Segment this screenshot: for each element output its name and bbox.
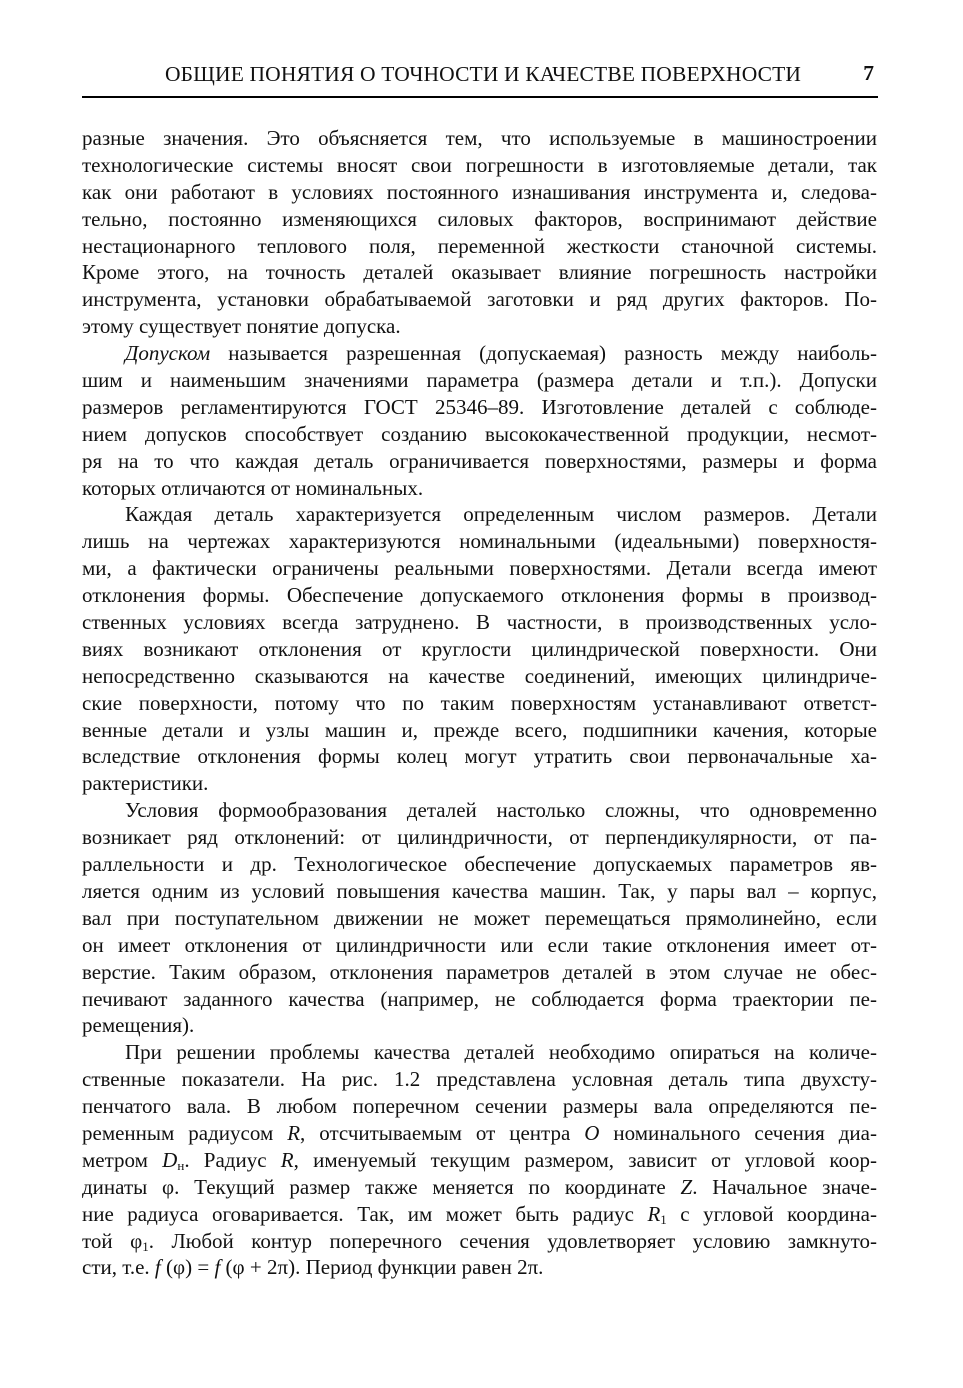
text-line: размеров регламентируются ГОСТ 25346–89. Изготовление деталей с соблюде-: [82, 394, 877, 419]
paragraph-3: [82, 501, 877, 797]
text-line: рактеристики.: [82, 771, 209, 796]
text-line: венные детали и узлы машин и, прежде всего, подшипники качения, которые: [82, 717, 877, 742]
symbol-Z: Z: [680, 1174, 693, 1199]
subscript-1: 1: [142, 1238, 149, 1254]
text-run: . Начальное значе-: [692, 1174, 877, 1199]
page-number: 7: [863, 61, 874, 85]
text-line: верстие. Таким образом, отклонения параметров деталей в этом случае не обес-: [82, 959, 877, 984]
text-run: динаты φ. Текущий размер также меняется по координате: [82, 1174, 681, 1199]
text-run: номинального сечения диа-: [599, 1120, 877, 1145]
text-line: При решении проблемы качества деталей необходимо опираться на количе-: [125, 1040, 877, 1065]
text-line: вал при поступательном движении не может перемещаться прямолинейно, если: [82, 905, 877, 930]
text-line: печивают заданного качества (например, не соблюдается форма траектории пе-: [82, 986, 877, 1011]
text-run: ременным радиусом: [82, 1120, 288, 1145]
text-line: Каждая деталь характеризуется определенным числом размеров. Детали: [125, 502, 877, 527]
text-run: , отсчитываемым от центра: [300, 1120, 585, 1145]
text-line: ские поверхности, потому что по таким поверхностям устанавливают ответст-: [82, 690, 877, 715]
text-run: . Радиус: [184, 1147, 281, 1172]
text-run: называется разрешенная (допускаемая) разность между наиболь-: [210, 341, 877, 366]
symbol-f: f: [154, 1255, 161, 1280]
text-line: ря на то что каждая деталь ограничивается поверхностями, размеры и форма: [82, 448, 877, 473]
text-line: пенчатого вала. В любом поперечном сечении размеры вала определяются пе-: [82, 1094, 877, 1119]
text-line: ремещения).: [82, 1013, 195, 1038]
text-line: [82, 1174, 877, 1201]
text-run: метром: [82, 1147, 163, 1172]
text-line: возникает ряд отклонений: от цилиндричности, от перпендикулярности, от па-: [82, 825, 877, 850]
text-line: технологические системы вносят свои погрешности в изготовляемые детали, так: [82, 152, 877, 177]
text-run: той φ: [82, 1228, 143, 1253]
text-line: [82, 1254, 877, 1281]
text-line: Кроме этого, на точность деталей оказывает влияние погрешность настройки: [82, 260, 877, 285]
symbol-R: R: [280, 1147, 294, 1172]
text-line: шим и наименьшим значениями параметра (размера детали и т.п.). Допуски: [82, 368, 877, 393]
text-line: [82, 340, 877, 367]
paragraph-1: [82, 125, 877, 340]
text-line: ми, а фактически ограничены реальными поверхностями. Детали всегда имеют: [82, 556, 877, 581]
symbol-R: R: [287, 1120, 301, 1145]
text-line: [82, 1228, 877, 1255]
symbol-R: R: [647, 1201, 661, 1226]
text-line: ственных условиях всегда затруднено. В частности, в производственных усло-: [82, 610, 877, 635]
text-run: (φ + 2π). Период функции равен 2π.: [220, 1255, 544, 1280]
text-line: разные значения. Это объясняется тем, что используемые в машиностроении: [82, 126, 877, 150]
text-run: ние радиуса оговаривается. Так, им может быть радиус: [82, 1201, 648, 1226]
text-run: сти, т.е.: [82, 1255, 155, 1280]
text-line: вследствие отклонения формы колец могут утратить свои первоначальные ха-: [82, 744, 877, 769]
text-line: инструмента, установки обрабатываемой заготовки и ряд других факторов. По-: [82, 287, 877, 312]
text-line: виях возникают отклонения от круглости цилиндрической поверхности. Они: [82, 636, 877, 661]
text-line: он имеет отклонения от цилиндричности или если такие отклонения имеет от-: [82, 932, 877, 957]
text-line: нием допусков способствует созданию высококачественной продукции, несмот-: [82, 421, 877, 446]
text-line: [82, 1147, 877, 1174]
text-line: ляется одним из условий повышения качества машин. Так, у пары вал – корпус,: [82, 878, 877, 903]
text-line: лишь на чертежах характеризуются номинальными (идеальными) поверхностя-: [82, 529, 877, 554]
text-line: [82, 1201, 877, 1228]
paragraph-2: [82, 340, 877, 501]
text-run: (φ) =: [160, 1255, 215, 1280]
text-run: с угловой координа-: [666, 1201, 877, 1226]
paragraph-4: [82, 797, 877, 1039]
text-line: тельно, постоянно изменяющихся силовых факторов, воспринимают действие: [82, 206, 877, 231]
running-header: [82, 58, 878, 98]
text-line: отклонения формы. Обеспечение допускаемого отклонения формы в производ-: [82, 583, 877, 608]
text-line: непосредственно сказываются на качестве соединений, имеющих цилиндриче-: [82, 663, 877, 688]
text-line: которых отличаются от номинальных.: [82, 475, 424, 500]
text-line: как они работают в условиях постоянного изнашивания инструмента и, следова-: [82, 179, 877, 204]
text-line: Условия формообразования деталей настолько сложны, что одновременно: [125, 798, 877, 823]
text-run: . Любой контур поперечного сечения удовлетворяет условию замкнуто-: [148, 1228, 878, 1253]
text-line: [82, 1120, 877, 1147]
subscript-1: 1: [660, 1211, 667, 1227]
symbol-O: O: [584, 1120, 600, 1145]
subscript-n: н: [177, 1157, 185, 1173]
body-text: [82, 125, 877, 1281]
symbol-f: f: [214, 1255, 221, 1280]
text-line: этому существует понятие допуска.: [82, 314, 401, 339]
text-run: , именуемый текущим размером, зависит от угловой коор-: [293, 1147, 877, 1172]
text-line: раллельности и др. Технологическое обеспечение допускаемых параметров яв-: [82, 852, 877, 877]
running-header-title: ОБЩИЕ ПОНЯТИЯ О ТОЧНОСТИ И КАЧЕСТВЕ ПОВЕРХНОСТИ: [165, 62, 802, 86]
paragraph-5: [82, 1039, 877, 1281]
symbol-D: D: [162, 1147, 178, 1172]
text-line: ственные показатели. На рис. 1.2 представлена условная деталь типа двухсту-: [82, 1067, 877, 1092]
text-line: нестационарного теплового поля, переменной жесткости станочной системы.: [82, 233, 877, 258]
term-tolerance: Допуском: [125, 341, 211, 366]
